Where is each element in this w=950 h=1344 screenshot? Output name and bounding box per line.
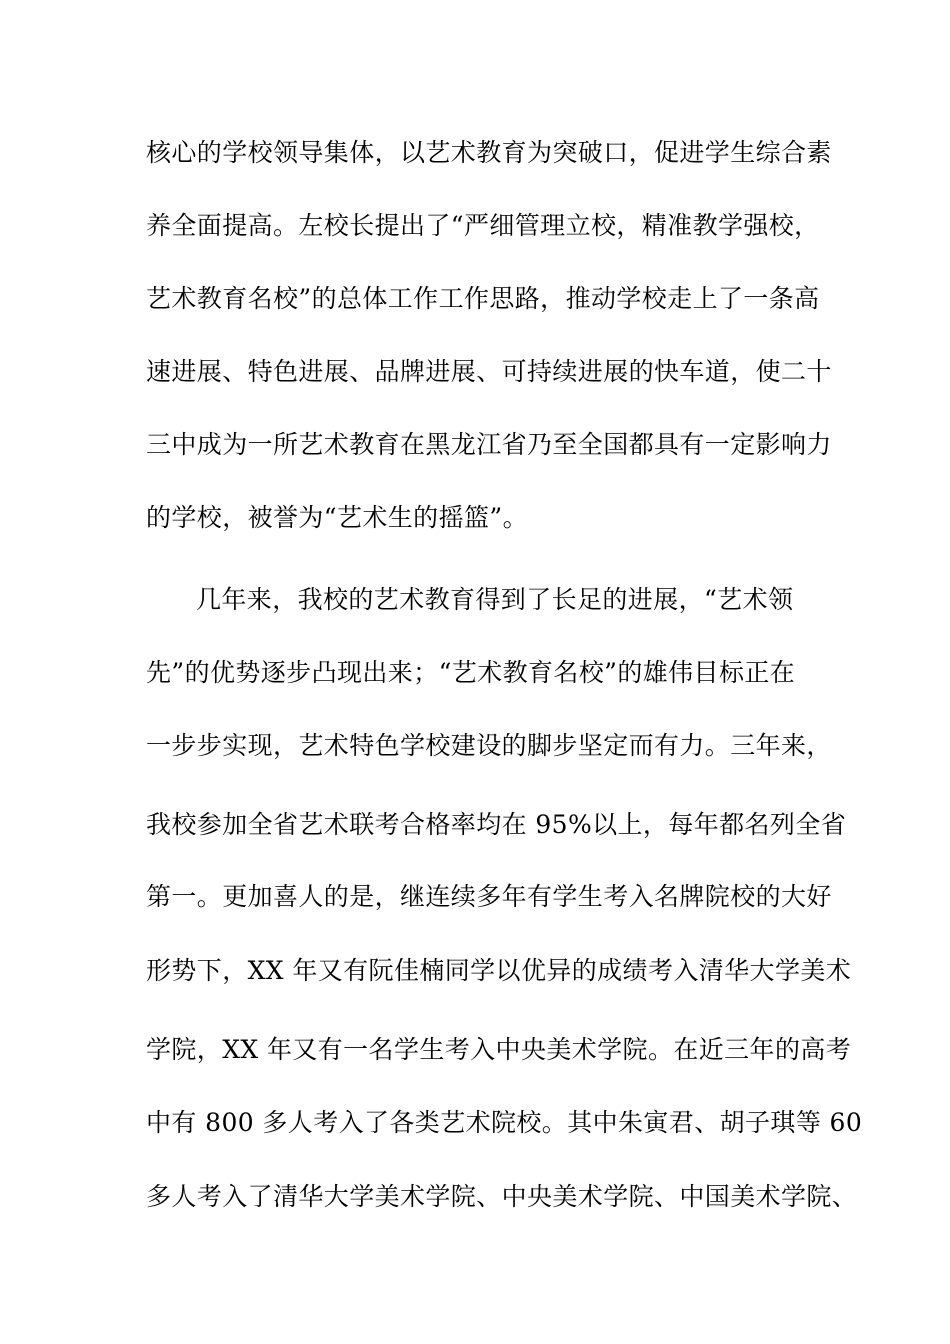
text-line: 第一。更加喜人的是，继连续多年有学生考入名牌院校的大好 [146,882,832,911]
text-line: 中有 800 多人考入了各类艺术院校。其中朱寅君、胡子琪等 60 [146,1108,863,1137]
text-line: 多人考入了清华大学美术学院、中央美术学院、中国美术学院、 [146,1182,858,1211]
text-line: 形势下，XX 年又有阮佳楠同学以优异的成绩考入清华大学美术 [146,956,852,985]
text-line: 速进展、特色进展、品牌进展、可持续进展的快车道，使二十 [146,357,832,386]
text-line: 三中成为一所艺术教育在黑龙江省乃至全国都具有一定影响力 [146,430,832,459]
text-line: 先”的优势逐步凸现出来；“艺术教育名校”的雄伟目标正在 [146,658,796,687]
text-line: 核心的学校领导集体，以艺术教育为突破口，促进学生综合素 [146,138,832,167]
text-line: 的学校，被誉为“艺术生的摇篮”。 [146,503,528,532]
text-line: 一步步实现，艺术特色学校建设的脚步坚定而有力。三年来， [146,731,832,760]
text-line: 学院，XX 年又有一名学生考入中央美术学院。在近三年的高考 [146,1035,852,1064]
text-line: 我校参加全省艺术联考合格率均在 95%以上，每年都名列全省 [146,810,847,839]
text-line: 养全面提高。左校长提出了“严细管理立校，精准教学强校， [146,211,820,240]
text-line: 几年来，我校的艺术教育得到了长足的进展，“艺术领 [196,585,794,614]
text-line: 艺术教育名校”的总体工作工作思路，推动学校走上了一条高 [146,284,820,313]
